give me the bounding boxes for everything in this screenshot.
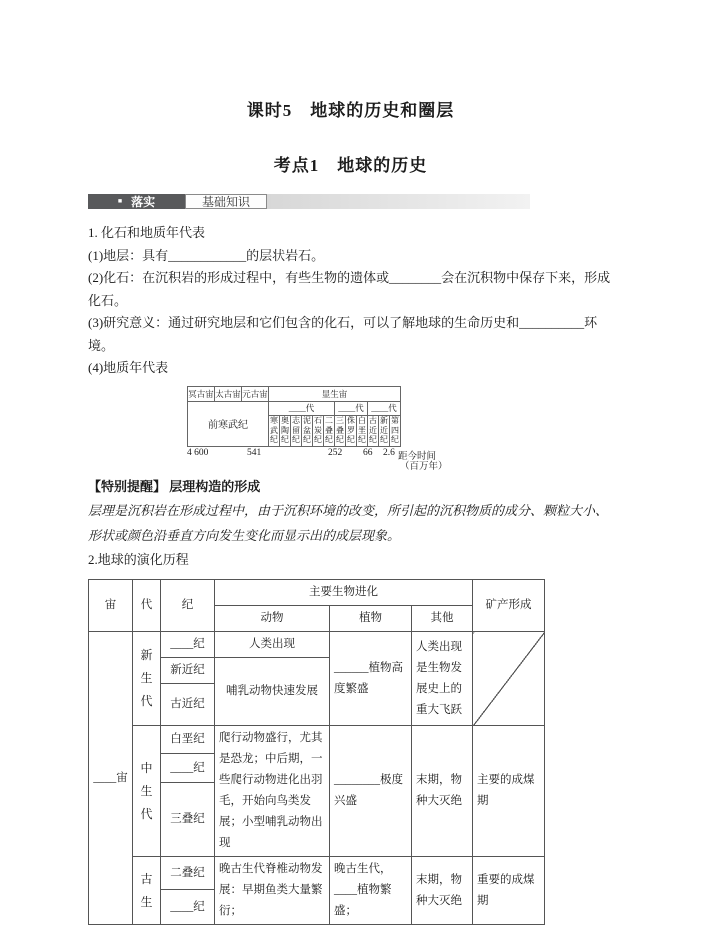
period-quaternary-blank: ____纪 [161,632,215,658]
section-1-heading: 1. 化石和地质年代表 [88,225,206,240]
paleozoic-animal-cell: 晚古生代脊椎动物发展：早期鱼类大量繁衍； [215,857,330,925]
period-cell: 泥盆纪 [303,416,311,445]
period-cell: 二叠纪 [325,416,333,445]
mesozoic-animal-cell: 爬行动物盛行，尤其是恐龙；中后期，一些爬行动物进化出羽毛，开始向鸟类发展；小型哺乳动物出现 [215,726,330,857]
paleozoic-other-cell: 末期，物种大灭绝 [412,857,473,925]
tick-541: 541 [247,447,262,458]
eon-blank-cell: ____宙 [89,632,133,925]
knowledge-section-1 [88,222,617,380]
era-blank-mesozoic: ____代 [335,401,368,415]
era-blank-cenozoic: ____代 [368,401,401,415]
era-mesozoic-cell: 中生代 [133,726,161,857]
tick-2-6: 2.6 [383,447,395,458]
cenozoic-other-cell: 人类出现是生物发展史上的重大飞跃 [412,632,473,726]
exam-point-title: 考点1 地球的历史 [273,156,428,175]
period-cell: 白垩纪 [358,416,366,445]
reminder-tag: 【特别提醒】 [88,478,167,494]
period-cell: 第四纪 [391,416,400,445]
timeline-label: 距今时间 [398,451,437,462]
line-geotimescale: (4)地质年代表 [88,360,169,375]
precambrian-cell: 前寒武纪 [188,401,269,446]
period-triassic: 三叠纪 [161,782,215,856]
timeline-axis [187,448,467,470]
timeline-unit: （百万年） [400,461,448,472]
tick-4600: 4 600 [187,447,209,458]
period-cell: 三叠纪 [336,416,344,445]
period-cell: 奥陶纪 [281,416,289,445]
era-cenozoic-cell: 新生代 [133,632,161,726]
practice-bar-primary-label: 落实 [131,195,156,209]
reminder-heading: 层理构造的形成 [169,478,261,494]
col-header-other: 其他 [412,606,473,632]
geologic-timescale-figure [187,386,467,470]
period-permian: 二叠纪 [161,857,215,890]
period-cell: 志留纪 [292,416,300,445]
era-blank-paleozoic: ____代 [269,401,335,415]
eon-hadean: 冥古宙 [188,386,215,401]
period-cretaceous: 白垩纪 [161,726,215,754]
period-jurassic-blank: ____纪 [161,754,215,782]
eon-phanerozoic: 显生宙 [269,386,401,401]
eon-archean: 太古宙 [215,386,242,401]
col-header-period: 纪 [161,580,215,632]
special-reminder [88,475,617,549]
reminder-body: 层理是沉积岩在形成过程中，由于沉积环境的改变，所引起的沉积物质的成分、颗粒大小、形状或颜色沿垂直方向发生变化而显示出的成层现象。 [88,503,609,543]
col-header-eon: 宙 [89,580,133,632]
practice-bar-rule [267,194,530,209]
evolution-table [88,579,545,925]
section-2-heading: 2.地球的演化历程 [88,552,189,567]
period-cell: 寒武纪 [270,416,278,445]
geologic-timescale-table [187,386,401,447]
mesozoic-plant-cell: ________极度兴盛 [330,726,412,857]
mesozoic-other-cell: 末期，物种大灭绝 [412,726,473,857]
period-paleogene: 古近纪 [161,684,215,726]
col-header-animal: 动物 [215,606,330,632]
tick-66: 66 [363,447,373,458]
cenozoic-plant-cell: ______植物高度繁盛 [330,632,412,726]
practice-bar [88,194,530,209]
eon-proterozoic: 元古宙 [242,386,269,401]
fill-blank-line-fossil: (2)化石：在沉积岩的形成过程中，有些生物的遗体或________会在沉积物中保存下来，形成化石。 [88,270,611,308]
practice-bar-secondary-label: 基础知识 [201,195,250,209]
page-title: 课时5 地球的历史和圈层 [246,101,455,120]
cenozoic-mineral-diagonal-cell [473,632,545,726]
era-paleozoic-cell: 古生 [133,857,161,925]
practice-bar-primary-tab [88,194,185,209]
period-cell: 侏罗纪 [347,416,355,445]
mesozoic-mineral-cell: 主要的成煤期 [473,726,545,857]
content-area [0,222,701,925]
col-header-plant: 植物 [330,606,412,632]
period-cell: 石炭纪 [314,416,322,445]
period-cell: 新近纪 [380,416,388,445]
cenozoic-animal-mammal: 哺乳动物快速发展 [215,658,330,726]
period-neogene: 新近纪 [161,658,215,684]
cenozoic-animal-human: 人类出现 [215,632,330,658]
period-paleozoic-blank: ____纪 [161,890,215,925]
fill-blank-line-strata: (1)地层：具有____________的层状岩石。 [88,247,325,263]
fill-blank-line-research: (3)研究意义：通过研究地层和它们包含的化石，可以了解地球的生命历史和__________环境。 [88,315,598,353]
period-cell: 古近纪 [369,416,377,445]
square-bullet-icon: ■ [117,198,123,205]
col-header-bio-evolution: 主要生物进化 [215,580,473,606]
practice-bar-secondary-tab [185,194,267,209]
paleozoic-plant-cell: 晚古生代，____植物繁盛； [330,857,412,925]
col-header-era: 代 [133,580,161,632]
paleozoic-mineral-cell: 重要的成煤期 [473,857,545,925]
col-header-mineral: 矿产形成 [473,580,545,632]
tick-252: 252 [328,447,343,458]
